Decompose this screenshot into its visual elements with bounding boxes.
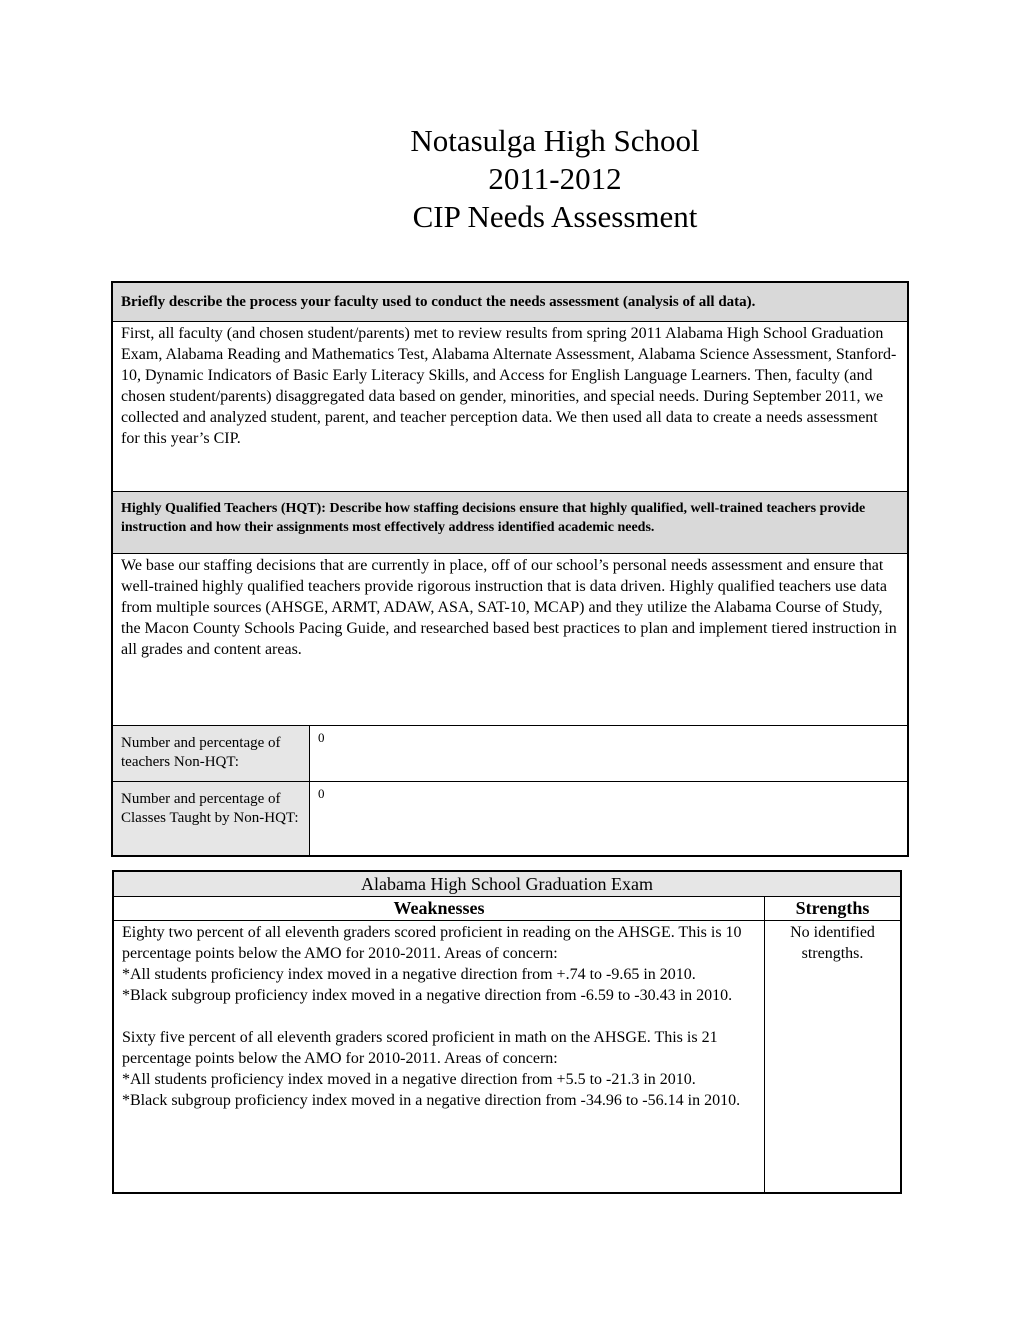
weaknesses-cell bbox=[113, 921, 765, 1194]
reading-black-subgroup: *Black subgroup proficiency index moved in a negative direction from -6.59 to -30.43 in 2010. bbox=[122, 987, 733, 1004]
document-type: CIP Needs Assessment bbox=[412, 199, 698, 234]
document-title bbox=[0, 122, 1020, 236]
needs-assessment-table bbox=[111, 281, 909, 857]
process-header: Briefly describe the process your faculty used to conduct the needs assessment (analysis of all data). bbox=[112, 282, 908, 322]
strengths-header: Strengths bbox=[765, 897, 902, 921]
reading-all-students: *All students proficiency index moved in a negative direction from +.74 to -9.65 in 2010. bbox=[122, 966, 696, 983]
nonhqt-teachers-value: 0 bbox=[310, 726, 909, 782]
weaknesses-header: Weaknesses bbox=[113, 897, 765, 921]
nonhqt-teachers-label: Number and percentage of teachers Non-HQT: bbox=[112, 726, 310, 782]
nonhqt-classes-label: Number and percentage of Classes Taught by Non-HQT: bbox=[112, 782, 310, 856]
math-black-subgroup: *Black subgroup proficiency index moved in a negative direction from -34.96 to -56.14 in 2010. bbox=[122, 1092, 741, 1109]
strengths-cell: No identified strengths. bbox=[765, 921, 902, 1194]
hqt-header: Highly Qualified Teachers (HQT): Describe how staffing decisions ensure that highly qualified, well-trained teachers provide instruction and how their assignments most effectively address identified academic needs. bbox=[112, 492, 908, 554]
hqt-description: We base our staffing decisions that are currently in place, off of our school’s personal needs assessment and ensure that well-trained highly qualified teachers provide rigorous instruction that is data driven. Highly qualified teachers use data from multiple sources (AHSGE, ARMT, ADAW, ASA, SAT-10, MCAP) and they utilize the Alabama Course of Study, the Macon County Schools Pacing Guide, and researched based best practices to plan and implement tiered instruction in all grades and content areas. bbox=[112, 554, 908, 726]
nonhqt-classes-value: 0 bbox=[310, 782, 909, 856]
school-year: 2011-2012 bbox=[488, 161, 622, 196]
math-summary: Sixty five percent of all eleventh graders scored proficient in math on the AHSGE. This is 21 percentage points below the AMO for 2010-2011. Areas of concern: bbox=[122, 1029, 718, 1067]
math-all-students: *All students proficiency index moved in a negative direction from +5.5 to -21.3 in 2010. bbox=[122, 1071, 696, 1088]
process-description: First, all faculty (and chosen student/parents) met to review results from spring 2011 Alabama High School Graduation Exam, Alabama Reading and Mathematics Test, Alabama Alternate Assessment, Alabama Science Assessment, Stanford-10, Dynamic Indicators of Basic Early Literacy Skills, and Access for English Language Learners. Then, faculty (and chosen student/parents) disaggregated data based on gender, minorities, and special needs. During September 2011, we collected and analyzed student, parent, and teacher perception data. We then used all data to create a needs assessment for this year’s CIP. bbox=[112, 322, 908, 492]
ahsge-title: Alabama High School Graduation Exam bbox=[113, 871, 901, 897]
school-name: Notasulga High School bbox=[410, 123, 700, 158]
ahsge-table bbox=[112, 870, 902, 1194]
reading-summary: Eighty two percent of all eleventh graders scored proficient in reading on the AHSGE. This is 10 percentage points below the AMO for 2010-2011. Areas of concern: bbox=[122, 924, 742, 962]
